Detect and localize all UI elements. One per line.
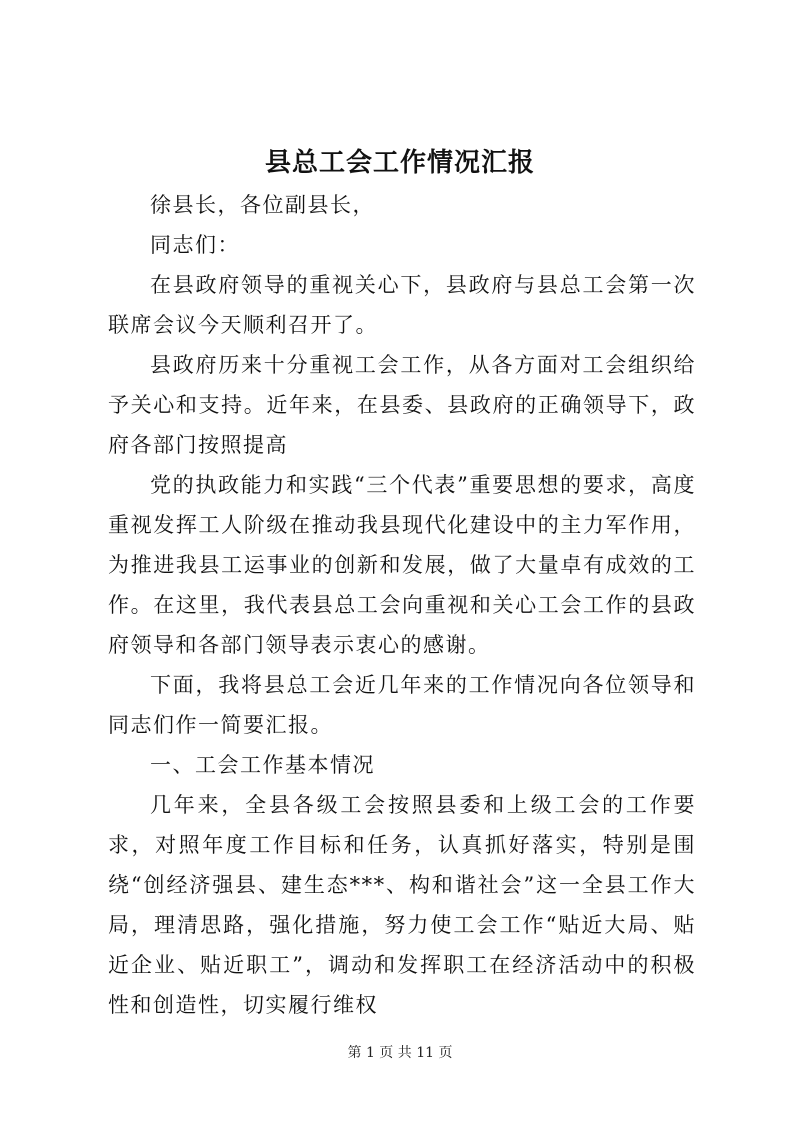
page-number-footer: 第 1 页 共 11 页 <box>347 1045 453 1061</box>
document-body <box>108 185 696 1025</box>
paragraph: 下面，我将县总工会近几年来的工作情况向各位领导和同志们作一简要汇报。 <box>108 673 696 737</box>
paragraph: 在县政府领导的重视关心下，县政府与县总工会第一次联席会议今天顺利召开了。 <box>108 273 696 337</box>
paragraph: 党的执政能力和实践“三个代表”重要思想的要求，高度重视发挥工人阶级在推动我县现代化建设中的主力军作用，为推进我县工运事业的创新和发展，做了大量卓有成效的工作。在这里，我代表县总工会向重视和关心工会工作的县政府领导和各部门领导表示衷心的感谢。 <box>108 473 696 657</box>
paragraph: 几年来，全县各级工会按照县委和上级工会的工作要求，对照年度工作目标和任务，认真抓好落实，特别是围绕“创经济强县、建生态***、构和谐社会”这一全县工作大局，理清思路，强化措施，努力使工会工作“贴近大局、贴近企业、贴近职工”，调动和发挥职工在经济活动中的积极性和创造性，切实履行维权 <box>108 793 696 1017</box>
section-heading: 一、工会工作基本情况 <box>150 753 375 777</box>
salutation-leaders: 徐县长，各位副县长， <box>150 193 375 217</box>
salutation-comrades: 同志们： <box>150 233 240 257</box>
paragraph: 县政府历来十分重视工会工作，从各方面对工会组织给予关心和支持。近年来，在县委、县政府的正确领导下，政府各部门按照提高 <box>108 353 696 457</box>
document-title: 县总工会工作情况汇报 <box>264 148 535 178</box>
